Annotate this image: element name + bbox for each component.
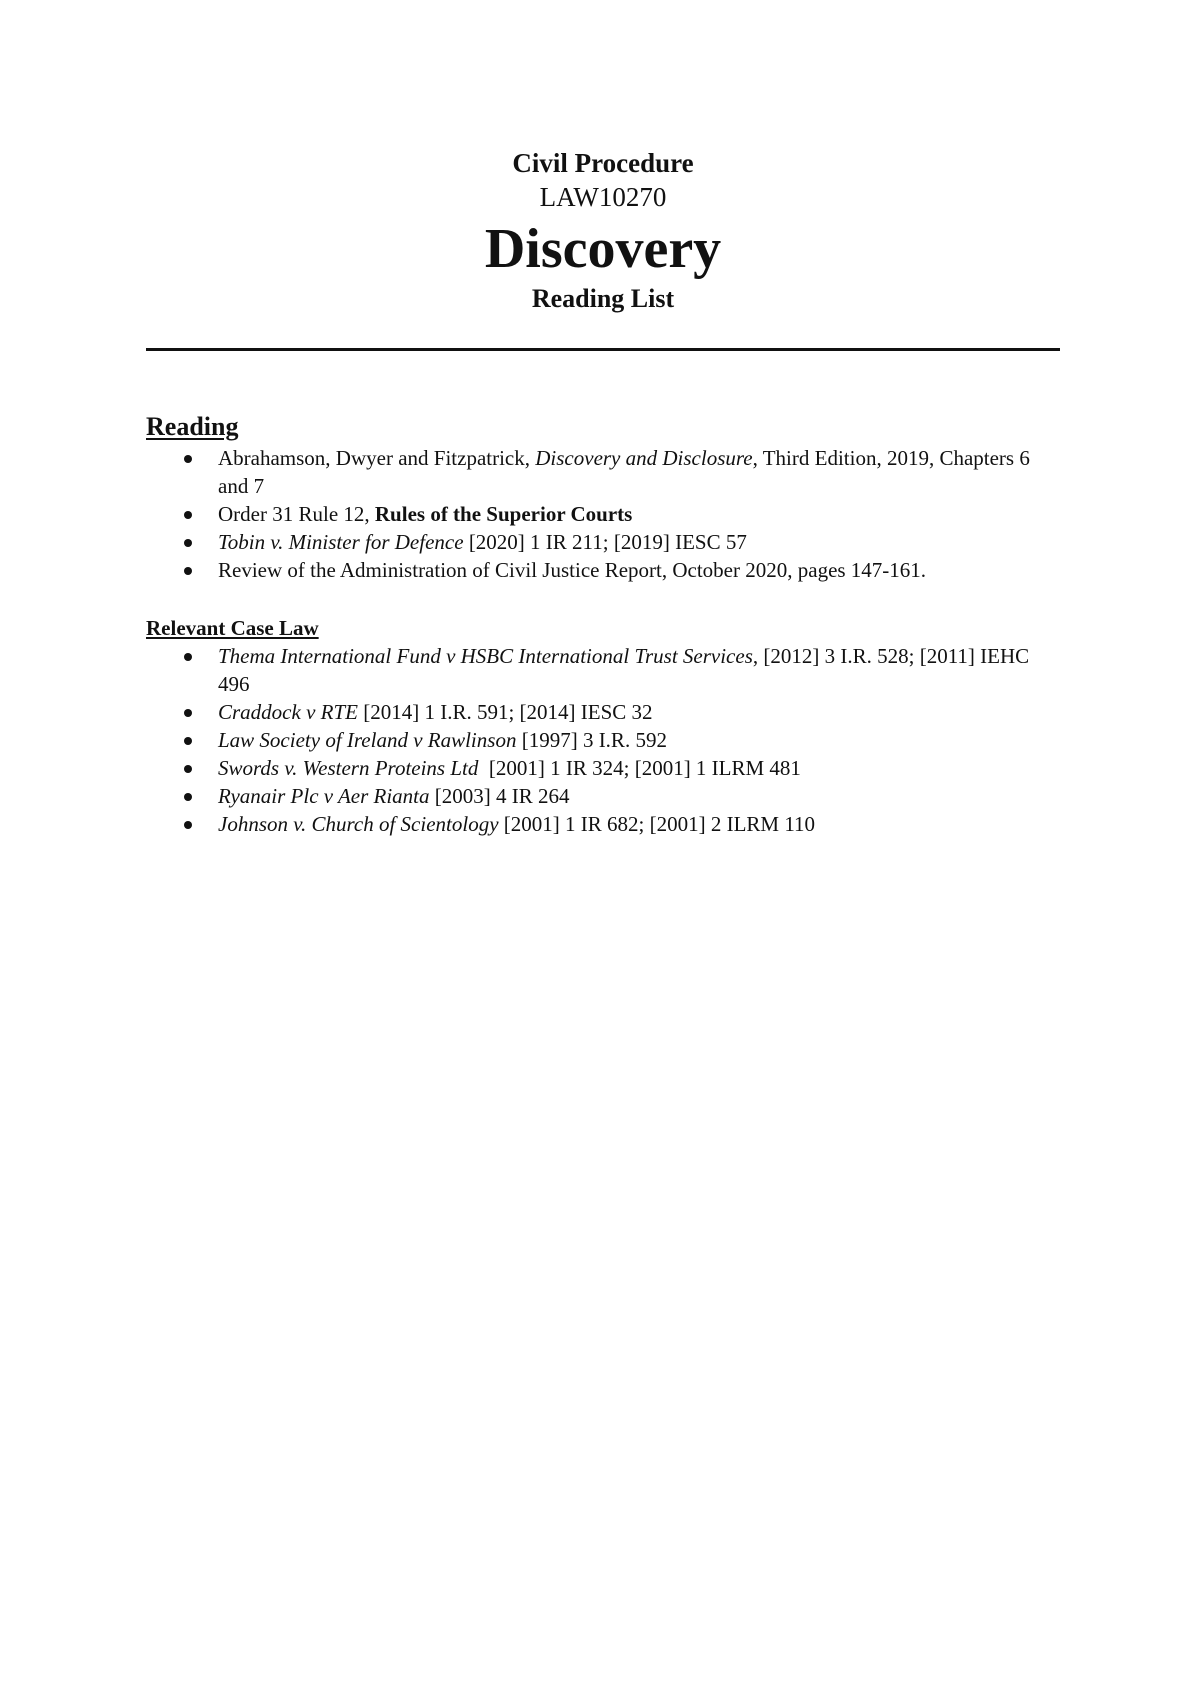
reading-prefix: Order 31 Rule 12, [218,502,375,526]
case-citation: [2003] 4 IR 264 [429,784,570,808]
list-item [146,556,1060,584]
bullet-icon [184,567,192,575]
reading-section [146,410,1060,584]
case-name: Law Society of Ireland v Rawlinson [218,728,517,752]
case-name: Thema International Fund v HSBC International Trust Services [218,644,753,668]
list-item [146,698,1060,726]
bullet-icon [184,709,192,717]
case-law-section [146,614,1060,838]
case-citation: [2001] 1 IR 324; [2001] 1 ILRM 481 [478,756,801,780]
case-name: Ryanair Plc v Aer Rianta [218,784,430,808]
bullet-icon [184,737,192,745]
case-name: Swords v. Western Proteins Ltd [218,756,479,780]
case-citation: [2014] 1 I.R. 591; [2014] IESC 32 [357,700,653,724]
list-item [146,810,1060,838]
title-block [146,146,1060,316]
bullet-icon [184,511,192,519]
document-subtitle: Reading List [531,284,675,313]
bullet-icon [184,653,192,661]
reading-heading: Reading [146,412,239,441]
case-name: Tobin v. Minister for Defence [218,530,464,554]
reading-details: , Third Edition, 2019, Chapters 6 and 7 [218,446,1030,498]
list-item [146,444,1060,500]
bullet-icon [184,821,192,829]
list-item [146,500,1060,528]
bullet-icon [184,765,192,773]
bullet-icon [184,793,192,801]
list-item [146,642,1060,698]
list-item [146,754,1060,782]
horizontal-rule [146,348,1060,351]
case-name: Johnson v. Church of Scientology [218,812,499,836]
case-citation: [2020] 1 IR 211; [2019] IESC 57 [463,530,747,554]
case-law-heading: Relevant Case Law [146,616,319,640]
bullet-icon [184,539,192,547]
case-citation: [2001] 1 IR 682; [2001] 2 ILRM 110 [498,812,816,836]
reading-source: Rules of the Superior Courts [374,502,633,526]
reading-text: Review of the Administration of Civil Justice Report, October 2020, pages 147-161. [218,558,927,582]
bullet-icon [184,455,192,463]
reading-book-title: Discovery and Disclosure [535,446,753,470]
course-name: Civil Procedure [512,148,694,178]
list-item [146,726,1060,754]
course-code: LAW10270 [539,182,667,212]
document-title: Discovery [484,218,722,280]
case-name: Craddock v RTE [218,700,358,724]
case-citation: [1997] 3 I.R. 592 [516,728,667,752]
list-item [146,528,1060,556]
case-citation: , [2012] 3 I.R. 528; [2011] IEHC 496 [218,644,1030,696]
list-item [146,782,1060,810]
case-law-list [146,642,1060,838]
reading-author: Abrahamson, Dwyer and Fitzpatrick, [218,446,536,470]
reading-list [146,444,1060,584]
